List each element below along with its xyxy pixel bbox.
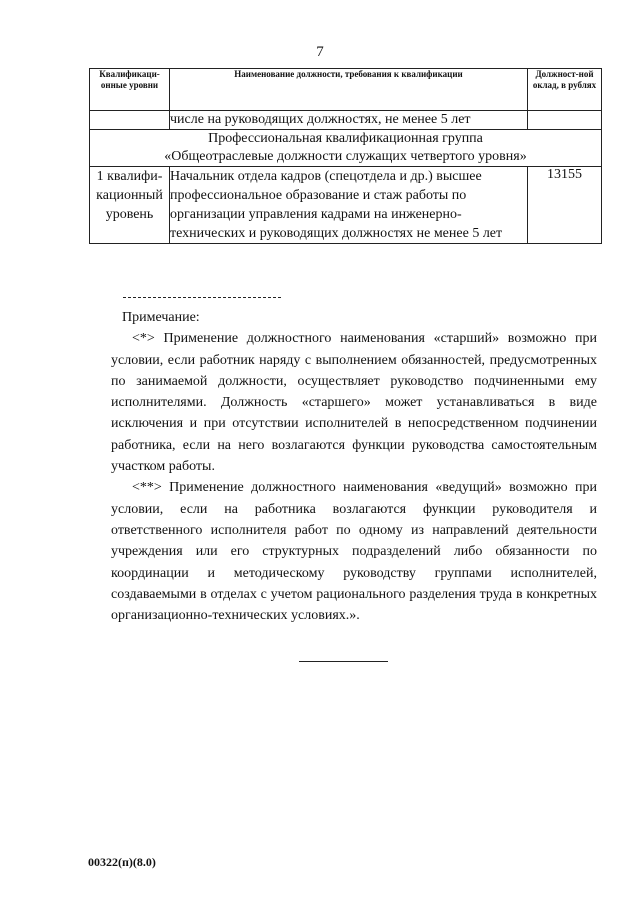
notes-title: Примечание: [122,310,200,325]
table-row-level-1 [90,167,602,244]
note-leading: <**> Применение должностного наименования «ведущий» возможно при условии, если на работника возлагаются функции руководителя и ответственного исполнителя работ по одному из направлений деятельности учреждения или его структурных подразделений либо обязанности по координации и методическому руководству группами исполнителей, создаваемыми в отделах с учетом рационального разделения труда в конкретных организационно-технических условиях.». [111,480,597,624]
qualification-table [89,68,602,244]
header-position-requirements: Наименование должности, требования к квалификации [170,69,528,111]
position-requirements-cell: Начальник отдела кадров (спецотдела и др.) высшее профессиональное образование и стаж работы по организации управления кадрами на инженерно-технических и руководящих должностях не менее 5 лет [170,167,528,244]
continuation-text-cell: числе на руководящих должностях, не менее 5 лет [170,111,528,130]
document-code: 00322(п)(8.0) [88,855,156,869]
header-qualification-levels: Квалификаци-онные уровни [90,69,170,111]
notes-section [111,307,597,626]
qualification-level-cell: 1 квалифи-кационный уровень [90,167,170,244]
table-row-group [90,130,602,167]
group-heading-line1: Профессиональная квалификационная группа [208,131,483,146]
continuation-salary-cell [528,111,602,130]
page-number: 7 [316,44,324,60]
salary-cell: 13155 [528,167,602,244]
note-senior: <*> Применение должностного наименования «старший» возможно при условии, если работник наряду с выполнением обязанностей, предусмотренных по занимаемой должности, осуществляет руководство подчиненными ему исполнителями. Должность «старшего» может устанавливаться в виде исключения и при отсутствии исполнителей в непосредственном подчинении работника, если на него возлагаются функции руководства самостоятельным участком работы. [111,331,597,475]
group-heading-cell [90,130,602,167]
end-of-document-line [299,661,388,662]
header-salary: Должност-ной оклад, в рублях [528,69,602,111]
continuation-level-cell [90,111,170,130]
group-heading-line2: «Общеотраслевые должности служащих четвертого уровня» [164,149,527,164]
table-row-continuation [90,111,602,130]
table-header-row [90,69,602,111]
footnote-separator [123,297,281,298]
